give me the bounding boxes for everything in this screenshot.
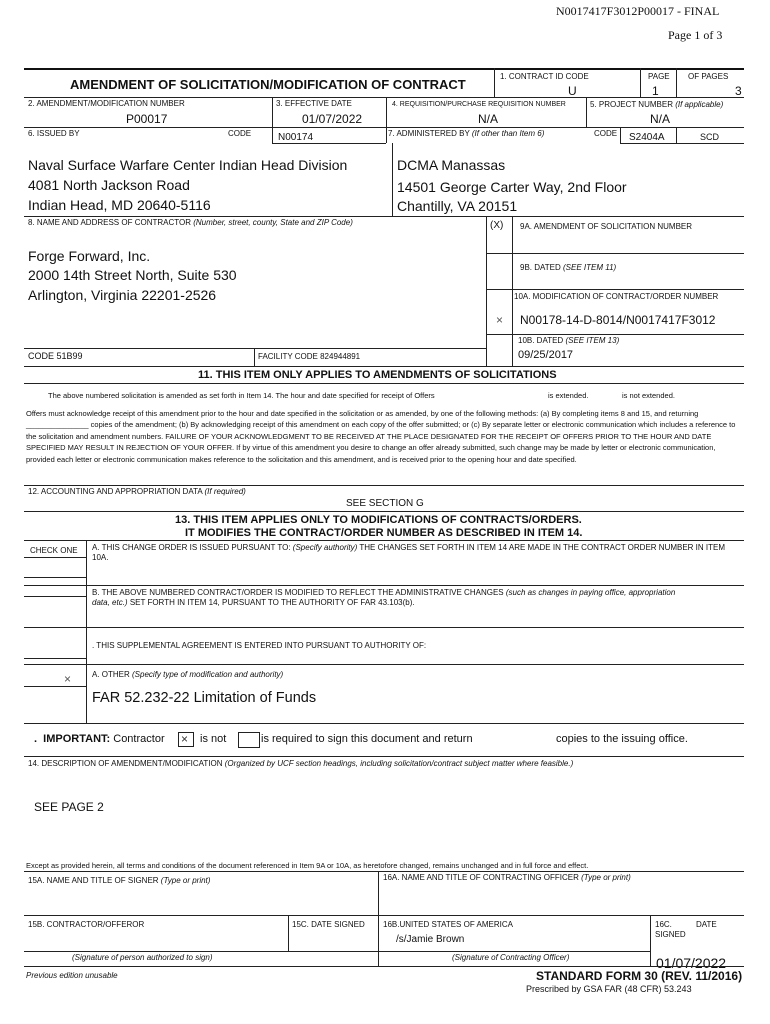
item-11-title: 11. THIS ITEM ONLY APPLIES TO AMENDMENTS OF SOLICITATIONS (198, 369, 557, 381)
admin-line-3: Chantilly, VA 20151 (397, 198, 518, 214)
contractor-line-1: Forge Forward, Inc. (28, 248, 151, 264)
item-16b-label: 16B.UNITED STATES OF AMERICA (383, 920, 513, 929)
option-d-value: FAR 52.232-22 Limitation of Funds (92, 690, 317, 706)
scd-label: SCD (700, 132, 720, 142)
contract-id-label: 1. CONTRACT ID CODE (500, 72, 589, 81)
item-12-value: SEE SECTION G (346, 498, 424, 509)
item-16c-label: 16C. (655, 920, 672, 929)
item-14-value: SEE PAGE 2 (34, 800, 104, 814)
page-label: PAGE (648, 72, 670, 81)
important-required: is required to sign this document and return (261, 733, 473, 745)
option-b-note: (such as changes in paying office, appropriation data, etc.) (92, 588, 676, 607)
project-number-label: 5. PROJECT NUMBER (590, 100, 673, 109)
issued-code-value: N00174 (278, 132, 314, 143)
important-label: IMPORTANT: (43, 733, 111, 745)
of-pages-value: 3 (735, 84, 742, 98)
contractor-code: CODE 51B99 (28, 351, 83, 361)
option-a-text (92, 543, 732, 563)
item-9a-label: 9A. AMENDMENT OF SOLICITATION NUMBER (520, 222, 693, 231)
option-a-rest: THE CHANGES SET FORTH IN ITEM 14 ARE MADE IN THE CONTRACT ORDER NUMBER IN ITEM 10A. (92, 543, 726, 562)
option-b-label: B. THE ABOVE NUMBERED CONTRACT/ORDER IS MODIFIED TO REFLECT THE ADMINISTRATIVE CHANGES (92, 588, 504, 597)
item-11-body: Offers must acknowledge receipt of this amendment prior to the hour and date specified in the solicitation or as amended, by one of the following methods: (a) By completing items 8 and 15, and returning _______________ copies of the amendment; (b) By acknowledging receipt of this amendment on each copy of the offer submitted; or (c) By separate letter or electronic communication which includes a reference to the solicitation and amendment numbers. FAILURE OF YOUR ACKNOWLEDGMENT TO BE RECEIVED AT THE PLACE DESIGNATED FOR THE RECEIPT OF OFFERS PRIOR TO THE HOUR AND DATE SPECIFIED MAY RESULT IN REJECTION OF YOUR OFFER. If by virtue of this amendment you desire to change an offer already submitted, such change may be made by letter or electronic communication, provided each letter or electronic communication makes reference to the solicitation and this amendment, and is received prior to the opening hour and date specified. (26, 409, 736, 464)
important-contractor: Contractor (113, 733, 165, 745)
is-not-check-icon: × (181, 732, 189, 746)
item-11-line-1: The above numbered solicitation is amended as set forth in Item 14. The hour and date specified for receipt of Offers (48, 391, 435, 400)
option-a-note: (Specify authority) (292, 543, 358, 552)
option-d-check-icon: × (64, 672, 72, 686)
item-10a-value: N00178-14-D-8014/N0017417F3012 (520, 313, 716, 327)
prescribed-by: Prescribed by GSA FAR (48 CFR) 53.243 (526, 984, 692, 994)
option-b-text (92, 588, 692, 608)
item-9b-label: 9B. DATED (520, 263, 561, 272)
item-13-title-2: IT MODIFIES THE CONTRACT/ORDER NUMBER AS DESCRIBED IN ITEM 14. (185, 527, 583, 539)
item-9b-note: (SEE ITEM 11) (562, 263, 617, 272)
item-16b-value: /s/Jamie Brown (396, 934, 465, 945)
issued-by-label: 6. ISSUED BY (28, 129, 80, 138)
project-number-note: (If applicable) (675, 100, 724, 109)
item-15b-label: 15B. CONTRACTOR/OFFEROR (28, 920, 145, 929)
admin-code-label: CODE (594, 129, 618, 138)
contractor-label: 8. NAME AND ADDRESS OF CONTRACTOR (28, 218, 191, 227)
item-10b-value: 09/25/2017 (518, 349, 574, 361)
administered-label: 7. ADMINISTERED BY (388, 129, 470, 138)
standard-form: STANDARD FORM 30 (REV. 11/2016) (536, 969, 743, 983)
option-d-note: (Specify type of modification and authority) (132, 670, 284, 679)
amendment-number-label: 2. AMENDMENT/MODIFICATION NUMBER (28, 99, 185, 108)
contractor-note: (Number, street, county, State and ZIP Code) (193, 218, 353, 227)
item-15a-label: 15A. NAME AND TITLE OF SIGNER (28, 876, 159, 885)
page-counter: Page 1 of 3 (668, 28, 723, 42)
issuer-line-3: Indian Head, MD 20640-5116 (28, 197, 211, 213)
item-14-label: 14. DESCRIPTION OF AMENDMENT/MODIFICATION (28, 759, 223, 768)
document-id: N0017417F3012P00017 - FINAL (556, 4, 720, 18)
important-is-not: is not (200, 733, 227, 745)
item-10b-note: (SEE ITEM 13) (565, 336, 620, 345)
option-b-rest: SET FORTH IN ITEM 14, PURSUANT TO THE AUTHORITY OF FAR 43.103(b). (129, 598, 415, 607)
issued-code-label: CODE (228, 129, 252, 138)
option-d-label: A. OTHER (92, 670, 130, 679)
administered-note: (If other than Item 6) (471, 129, 545, 138)
page-value: 1 (652, 84, 659, 98)
contractor-line-3: Arlington, Virginia 22201-2526 (28, 287, 217, 303)
project-number-value: N/A (650, 112, 671, 126)
item-10a-label: 10A. MODIFICATION OF CONTRACT/ORDER NUMBER (514, 292, 719, 301)
item-11-extended: is extended. (548, 391, 589, 400)
signature-person-caption: (Signature of person authorized to sign) (72, 953, 213, 962)
requisition-label: 4. REQUISITION/PURCHASE REQUISITION NUMBER (392, 101, 566, 108)
contractor-line-2: 2000 14th Street North, Suite 530 (28, 267, 237, 283)
issuer-line-2: 4081 North Jackson Road (28, 177, 190, 193)
item-16a-label: 16A. NAME AND TITLE OF CONTRACTING OFFICER (383, 873, 579, 882)
item-15a-note: (Type or print) (160, 876, 211, 885)
signature-officer-caption: (Signature of Contracting Officer) (452, 953, 570, 962)
item-15c-label: 15C. DATE SIGNED (292, 920, 365, 929)
effective-date-value: 01/07/2022 (302, 112, 363, 126)
item-10a-check-icon: × (496, 313, 504, 327)
requisition-value: N/A (478, 112, 499, 126)
admin-line-2: 14501 George Carter Way, 2nd Floor (397, 179, 627, 195)
x-column-header: (X) (490, 220, 504, 231)
admin-line-1: DCMA Manassas (397, 157, 506, 173)
item-14-note: (Organized by UCF section headings, including solicitation/contract subject matter where feasible.) (224, 759, 574, 768)
check-one-label: CHECK ONE (30, 546, 78, 555)
is-not-checkbox[interactable] (178, 732, 194, 747)
item-16c-date: DATE (696, 920, 717, 929)
item-13-title-1: 13. THIS ITEM APPLIES ONLY TO MODIFICATIONS OF CONTRACTS/ORDERS. (175, 514, 582, 526)
important-copies: copies to the issuing office. (556, 733, 688, 745)
issuer-line-1: Naval Surface Warfare Center Indian Head Division (28, 157, 348, 173)
item-10b-label: 10B. DATED (518, 336, 564, 345)
item-16c-signed: SIGNED (655, 930, 686, 939)
previous-edition: Previous edition unusable (26, 971, 118, 980)
item-12-note: (If required) (204, 487, 246, 496)
item-12-label: 12. ACCOUNTING AND APPROPRIATION DATA (28, 487, 203, 496)
effective-date-label: 3. EFFECTIVE DATE (276, 99, 352, 108)
form-title: AMENDMENT OF SOLICITATION/MODIFICATION OF CONTRACT (70, 77, 466, 92)
admin-code-value: S2404A (629, 132, 665, 143)
item-16a-note: (Type or print) (581, 873, 631, 882)
option-c-text: . THIS SUPPLEMENTAL AGREEMENT IS ENTERED INTO PURSUANT TO AUTHORITY OF: (92, 641, 427, 650)
option-a-label: A. THIS CHANGE ORDER IS ISSUED PURSUANT TO: (92, 543, 291, 552)
item-11-not-extended: is not extended. (622, 391, 675, 400)
is-required-checkbox[interactable] (238, 732, 260, 748)
item-16c-value: 01/07/2022 (656, 955, 727, 971)
except-text: Except as provided herein, all terms and conditions of the document referenced in Item 9A or 10A, as heretofore changed, remains unchanged and in full force and effect. (26, 861, 589, 870)
facility-code: FACILITY CODE 824944891 (258, 352, 361, 361)
of-pages-label: OF PAGES (688, 72, 729, 81)
amendment-number-value: P00017 (126, 112, 168, 126)
contract-id-value: U (568, 84, 577, 98)
